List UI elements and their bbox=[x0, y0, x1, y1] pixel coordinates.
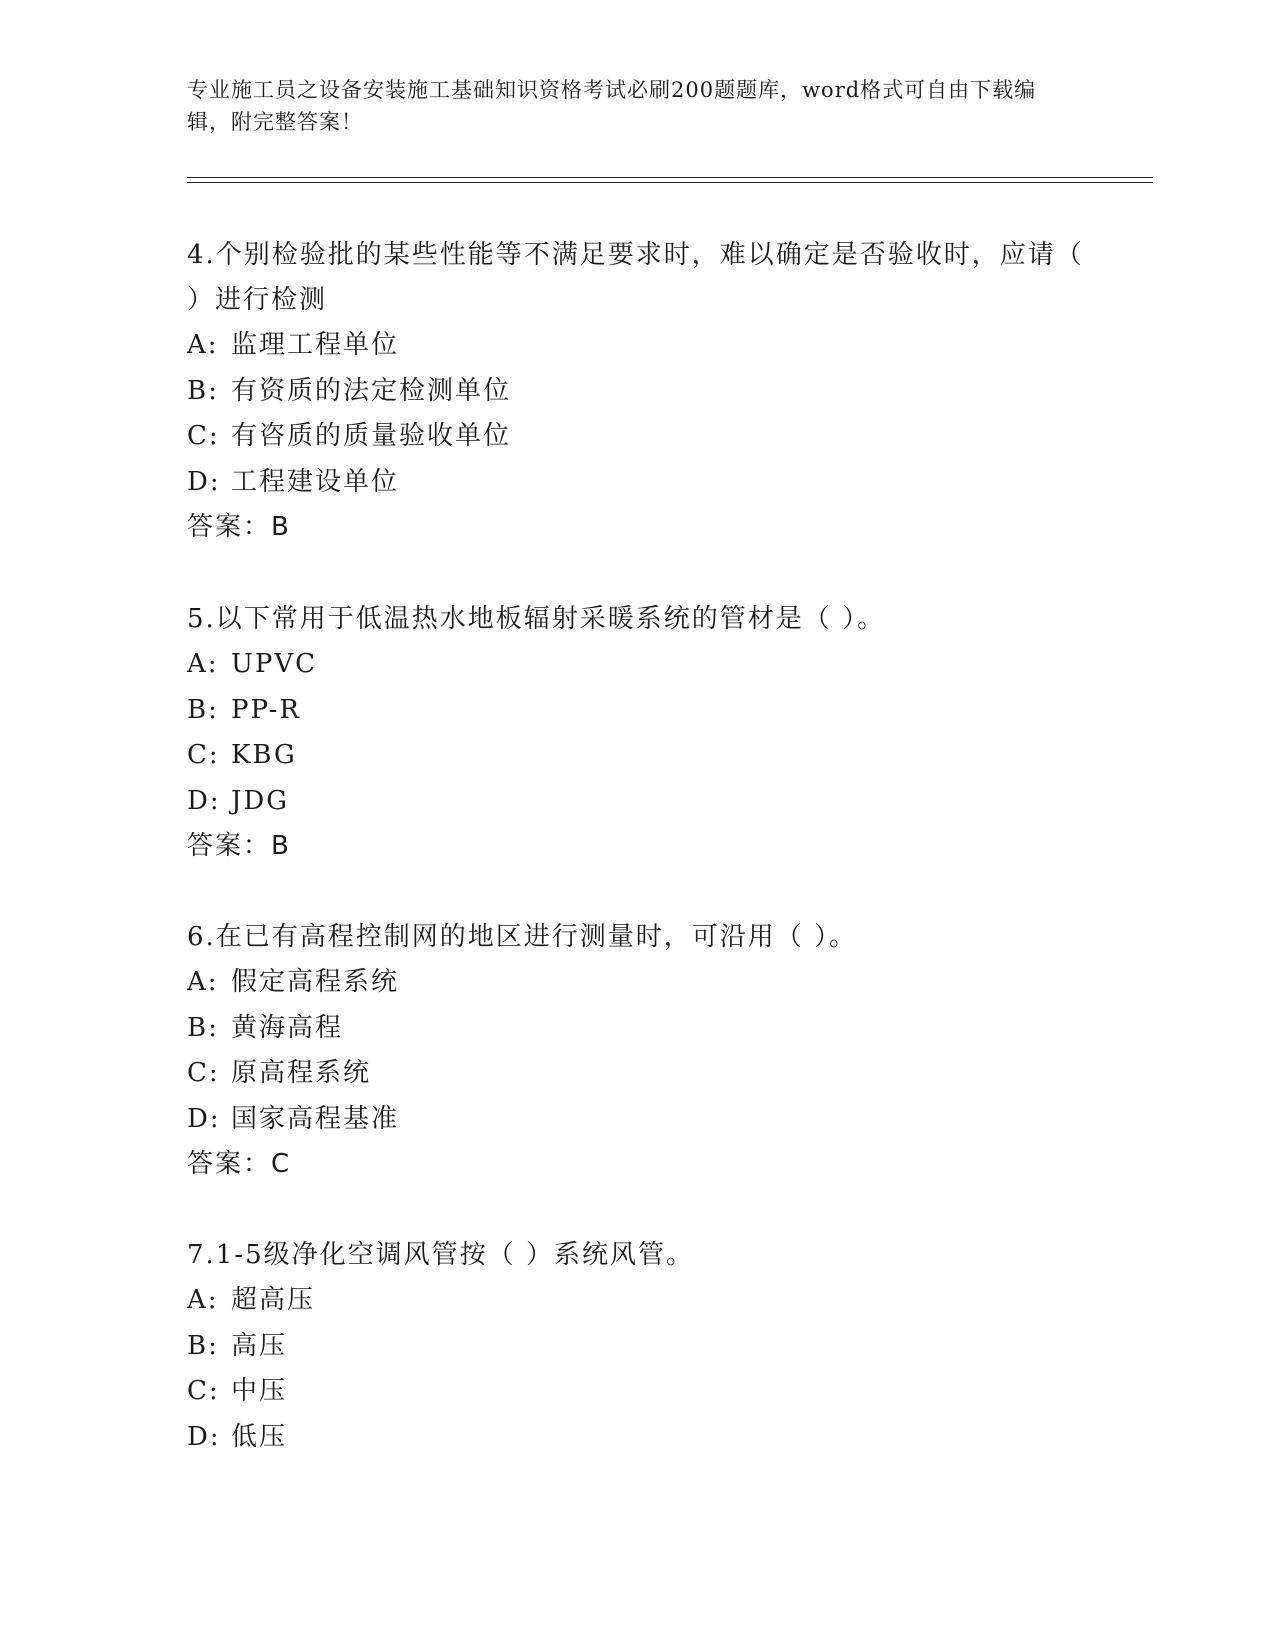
header-divider-top bbox=[187, 177, 1153, 178]
option-key: D: bbox=[187, 1421, 221, 1452]
question-5 bbox=[187, 597, 1087, 869]
document-intro: 专业施工员之设备安装施工基础知识资格考试必刷200题题库，word格式可自由下载编辑，附完整答案！ bbox=[187, 78, 1037, 134]
option-d bbox=[187, 1097, 1087, 1143]
option-key: A: bbox=[187, 330, 219, 360]
question-7 bbox=[187, 1233, 1087, 1460]
question-stem: 4.个别检验批的某些性能等不满足要求时，难以确定是否验收时，应请（ ）进行检测 bbox=[187, 240, 1084, 315]
option-text: 有咨质的质量验收单位 bbox=[231, 421, 512, 451]
option-d bbox=[187, 460, 1087, 506]
option-a bbox=[187, 1278, 1087, 1324]
option-b bbox=[187, 369, 1087, 415]
option-d bbox=[187, 779, 1087, 825]
option-a bbox=[187, 960, 1087, 1006]
option-key: B: bbox=[187, 1012, 219, 1043]
option-text: JDG bbox=[231, 785, 290, 816]
option-c bbox=[187, 414, 1087, 460]
option-key: C: bbox=[187, 740, 220, 770]
option-text: 国家高程基准 bbox=[231, 1103, 400, 1134]
option-text: 假定高程系统 bbox=[231, 967, 400, 997]
option-key: D: bbox=[187, 785, 221, 816]
option-text: 高压 bbox=[231, 1330, 288, 1361]
question-4 bbox=[187, 233, 1087, 550]
answer-line: 答案：B bbox=[187, 512, 291, 542]
option-b bbox=[187, 688, 1087, 734]
header-divider-bottom bbox=[187, 182, 1153, 183]
option-text: 超高压 bbox=[231, 1285, 316, 1315]
option-text: 有资质的法定检测单位 bbox=[231, 375, 512, 406]
option-text: PP-R bbox=[231, 694, 301, 725]
option-key: C: bbox=[187, 1376, 220, 1406]
option-key: D: bbox=[187, 466, 221, 497]
option-text: 工程建设单位 bbox=[231, 466, 400, 497]
option-text: UPVC bbox=[231, 649, 318, 679]
option-c bbox=[187, 733, 1087, 779]
option-c bbox=[187, 1051, 1087, 1097]
option-key: D: bbox=[187, 1103, 221, 1134]
option-a bbox=[187, 323, 1087, 369]
option-key: A: bbox=[187, 1285, 219, 1315]
question-6 bbox=[187, 915, 1087, 1187]
option-text: 监理工程单位 bbox=[231, 330, 400, 360]
option-key: B: bbox=[187, 694, 219, 725]
option-key: B: bbox=[187, 375, 219, 406]
question-stem: 6.在已有高程控制网的地区进行测量时，可沿用（ ）。 bbox=[187, 922, 858, 952]
answer-line: 答案：C bbox=[187, 1149, 292, 1179]
option-key: B: bbox=[187, 1330, 219, 1361]
option-text: KBG bbox=[231, 740, 297, 770]
option-text: 中压 bbox=[231, 1376, 288, 1406]
option-b bbox=[187, 1324, 1087, 1370]
option-key: A: bbox=[187, 967, 219, 997]
question-stem: 7.1-5级净化空调风管按（ ）系统风管。 bbox=[187, 1240, 694, 1270]
option-key: C: bbox=[187, 1058, 220, 1088]
option-key: C: bbox=[187, 421, 220, 451]
question-stem: 5.以下常用于低温热水地板辐射采暖系统的管材是（ ）。 bbox=[187, 604, 886, 634]
option-text: 原高程系统 bbox=[231, 1058, 372, 1088]
option-text: 黄海高程 bbox=[231, 1012, 344, 1043]
option-d bbox=[187, 1415, 1087, 1461]
option-b bbox=[187, 1006, 1087, 1052]
option-a bbox=[187, 642, 1087, 688]
option-c bbox=[187, 1369, 1087, 1415]
option-key: A: bbox=[187, 649, 219, 679]
option-text: 低压 bbox=[231, 1421, 288, 1452]
answer-line: 答案：B bbox=[187, 831, 291, 861]
